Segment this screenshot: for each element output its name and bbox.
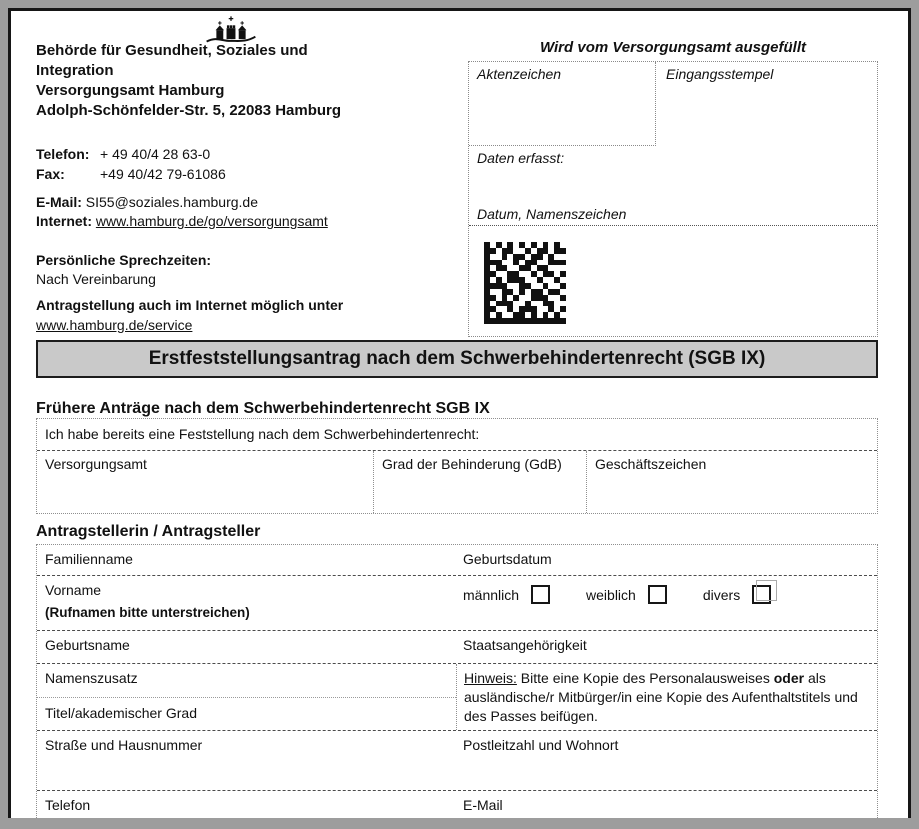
hours-label: Persönliche Sprechzeiten: bbox=[36, 252, 212, 268]
contact-block bbox=[36, 144, 226, 184]
field-namenszusatz[interactable] bbox=[37, 664, 456, 697]
hours-value: Nach Vereinbarung bbox=[36, 271, 156, 287]
internet-link[interactable]: www.hamburg.de/go/versorgungsamt bbox=[95, 213, 328, 229]
table-row bbox=[37, 790, 877, 818]
table-row bbox=[37, 575, 877, 630]
section-heading-previous-applications: Frühere Anträge nach dem Schwerbehindertenrecht SGB IX bbox=[36, 400, 490, 417]
field-plz-wohnort-label: Postleitzahl und Wohnort bbox=[463, 737, 619, 753]
field-titel[interactable] bbox=[37, 697, 456, 731]
gender-option-weiblich bbox=[586, 585, 667, 604]
gender-weiblich-label: weiblich bbox=[586, 586, 636, 603]
office-panel-title: Wird vom Versorgungsamt ausgefüllt bbox=[539, 39, 806, 56]
office-hours-block bbox=[36, 251, 211, 289]
email-row bbox=[36, 193, 328, 212]
fax-row bbox=[36, 164, 226, 184]
checkbox-divers[interactable] bbox=[752, 585, 771, 604]
field-geburtsdatum[interactable] bbox=[463, 545, 877, 575]
datamatrix-barcode bbox=[484, 242, 566, 324]
previous-applications-table bbox=[36, 418, 878, 514]
date-initials-label: Datum, Namenszeichen bbox=[477, 206, 627, 222]
phone-row bbox=[36, 144, 226, 164]
form-title: Erstfeststellungsantrag nach dem Schwerbehindertenrecht (SGB IX) bbox=[148, 348, 766, 369]
table-row bbox=[37, 545, 877, 575]
field-versorgungsamt[interactable] bbox=[37, 451, 373, 513]
hint-text-1: Bitte eine Kopie des Personalausweises bbox=[520, 670, 770, 686]
office-use-panel bbox=[468, 39, 878, 337]
id-copy-hint bbox=[456, 664, 877, 730]
email-label: E-Mail: bbox=[36, 194, 82, 210]
gender-option-divers bbox=[703, 585, 771, 604]
phone-value: + 49 40/4 28 63-0 bbox=[100, 146, 211, 162]
field-geburtsdatum-label: Geburtsdatum bbox=[463, 551, 552, 567]
applicant-table bbox=[36, 544, 878, 818]
rufname-note: (Rufnamen bitte unterstreichen) bbox=[45, 605, 250, 620]
field-geschaeftszeichen[interactable] bbox=[586, 451, 877, 513]
authority-name-line: Behörde für Gesundheit, Soziales und bbox=[36, 42, 308, 59]
office-name: Versorgungsamt Hamburg bbox=[36, 82, 225, 99]
field-gdb-label: Grad der Behinderung (GdB) bbox=[382, 456, 562, 472]
table-row bbox=[37, 730, 877, 790]
fax-value: +49 40/42 79-61086 bbox=[100, 166, 226, 182]
form-title-bar bbox=[36, 340, 878, 378]
entry-stamp-label: Eingangsstempel bbox=[666, 66, 774, 82]
field-staatsangehoerigkeit[interactable] bbox=[463, 631, 877, 663]
email-value: SI55@soziales.hamburg.de bbox=[85, 194, 258, 210]
hint-bold-oder: oder bbox=[773, 670, 805, 686]
field-versorgungsamt-label: Versorgungsamt bbox=[45, 456, 147, 472]
field-geburtsname[interactable] bbox=[37, 631, 463, 663]
field-strasse-label: Straße und Hausnummer bbox=[45, 737, 203, 753]
field-namenszusatz-label: Namenszusatz bbox=[45, 670, 138, 686]
phone-label: Telefon: bbox=[36, 146, 90, 162]
table-row bbox=[37, 630, 877, 663]
authority-address bbox=[36, 41, 456, 121]
field-titel-label: Titel/akademischer Grad bbox=[45, 705, 197, 721]
field-vorname-label: Vorname bbox=[45, 582, 102, 598]
field-telefon-label: Telefon bbox=[45, 797, 91, 813]
internet-row bbox=[36, 212, 328, 231]
form-page bbox=[8, 8, 911, 818]
online-service-link[interactable]: www.hamburg.de/service bbox=[36, 317, 193, 333]
field-geschaeftszeichen-label: Geschäftszeichen bbox=[595, 456, 707, 472]
office-street: Adolph-Schönfelder-Str. 5, 22083 Hamburg bbox=[36, 102, 342, 119]
field-staatsangehoerigkeit-label: Staatsangehörigkeit bbox=[463, 637, 587, 653]
gender-divers-label: divers bbox=[702, 586, 741, 603]
data-recorded-label: Daten erfasst: bbox=[477, 150, 565, 166]
entry-stamp-field bbox=[656, 62, 877, 146]
checkbox-maennlich[interactable] bbox=[531, 585, 550, 604]
gender-maennlich-label: männlich bbox=[463, 586, 520, 603]
email-block bbox=[36, 193, 328, 231]
hint-text-2: als ausländische/r Mitbürger/in eine Kopie des Aufenthaltstitels und des Passes beifügen. bbox=[464, 670, 858, 724]
field-gdb[interactable] bbox=[373, 451, 586, 513]
field-strasse[interactable] bbox=[37, 731, 463, 790]
checkbox-weiblich[interactable] bbox=[648, 585, 667, 604]
authority-name-line: Integration bbox=[36, 62, 114, 79]
field-vorname[interactable] bbox=[37, 576, 463, 630]
field-plz-wohnort[interactable] bbox=[463, 731, 877, 790]
fax-label: Fax: bbox=[36, 166, 65, 182]
field-telefon[interactable] bbox=[37, 791, 463, 818]
online-note: Antragstellung auch im Internet möglich unter bbox=[36, 297, 344, 313]
internet-label: Internet: bbox=[36, 213, 92, 229]
field-email[interactable] bbox=[463, 791, 877, 818]
online-application-block bbox=[36, 295, 343, 335]
field-familienname[interactable] bbox=[37, 545, 463, 575]
office-panel-box bbox=[468, 61, 878, 337]
gender-options bbox=[463, 576, 877, 630]
file-reference-label: Aktenzeichen bbox=[477, 66, 562, 82]
hint-label: Hinweis: bbox=[464, 670, 517, 686]
field-geburtsname-label: Geburtsname bbox=[45, 637, 130, 653]
file-reference-field bbox=[469, 62, 656, 146]
section-heading-applicant: Antragstellerin / Antragsteller bbox=[36, 523, 261, 540]
gender-option-maennlich bbox=[463, 585, 550, 604]
field-email-label: E-Mail bbox=[463, 797, 503, 813]
table-row bbox=[37, 663, 877, 730]
previous-applications-intro: Ich habe bereits eine Feststellung nach dem Schwerbehindertenrecht: bbox=[37, 419, 877, 451]
field-familienname-label: Familienname bbox=[45, 551, 133, 567]
dotted-divider bbox=[469, 225, 877, 226]
